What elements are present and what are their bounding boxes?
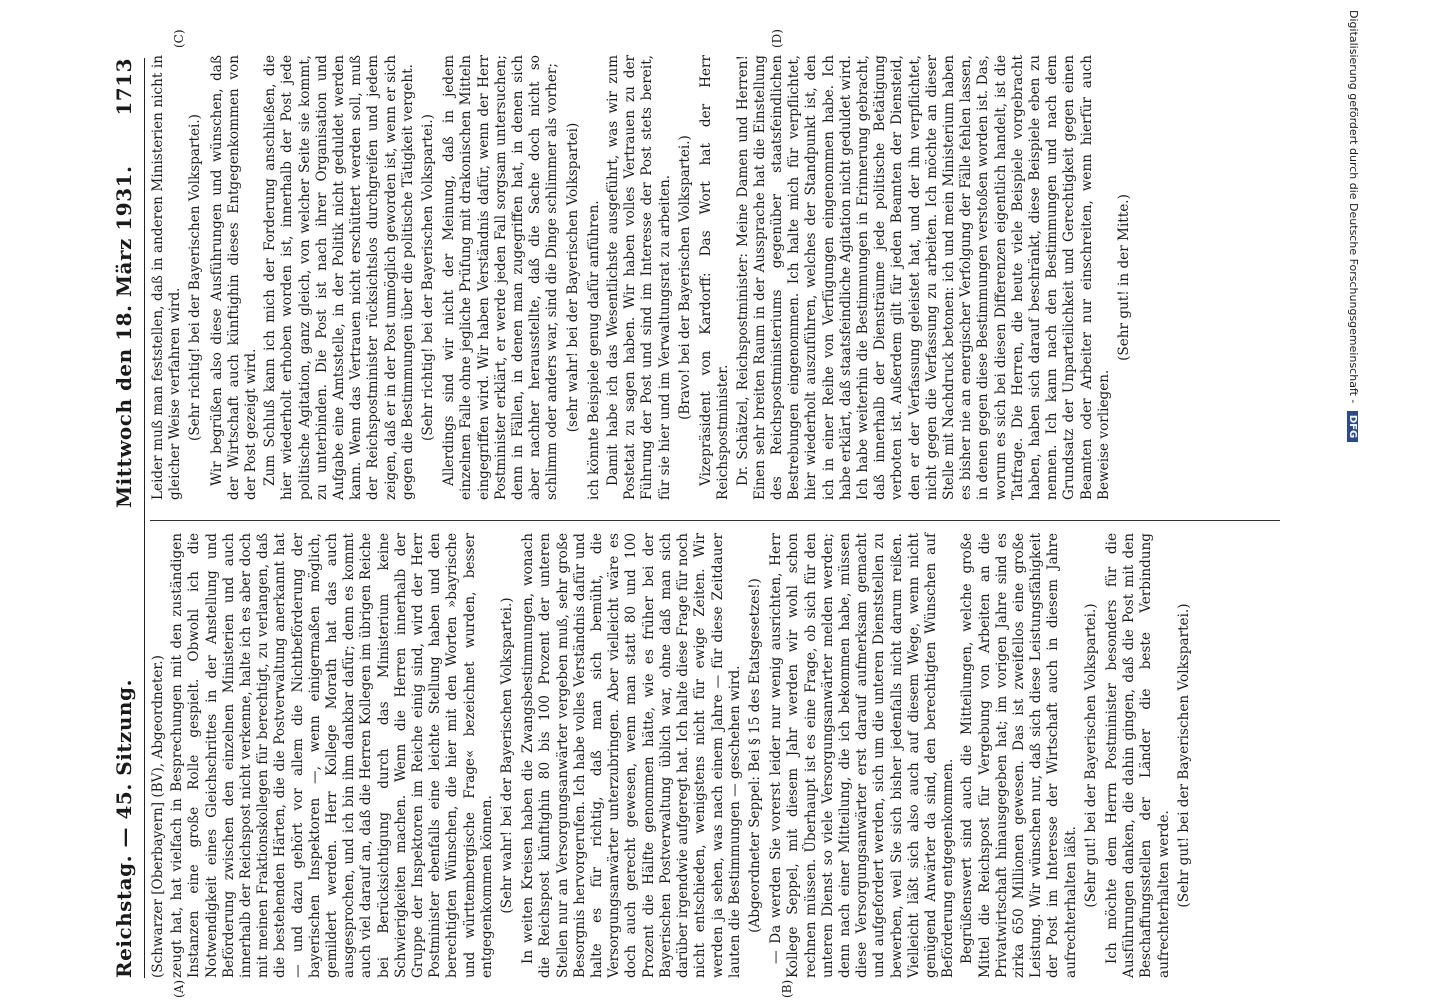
margin-mark-c: (C) bbox=[172, 29, 186, 48]
page-number: 1713 bbox=[112, 58, 136, 116]
page-header bbox=[108, 58, 142, 978]
header-rule bbox=[144, 58, 145, 978]
digitization-note bbox=[1347, 10, 1360, 990]
margin-mark-a: (A) bbox=[172, 979, 186, 998]
left-paragraph: (Schwarzer [Oberbayern] (BV), Abgeordneter.) bbox=[150, 655, 166, 978]
dfg-logo: DFG bbox=[1347, 411, 1358, 442]
right-paragraph: Vizepräsident von Kardorff: Das Wort hat der Herr Reichspostminister. bbox=[698, 55, 732, 500]
digitization-note-text: Digitalisierung gefördert durch die Deutsche Forschungsgemeinschaft - bbox=[1347, 10, 1360, 404]
header-date: Mittwoch den 18. März 1931. bbox=[112, 165, 136, 508]
left-paragraph: — Da werden Sie vorerst leider nur wenig ausrichten, Herr Kollege Seppel, mit diesem Jahr werden wir wohl schon rechnen müssen. Überhaupt ist es eine Frage, ob sich für den unteren Dienst so viele Versorgungsanwärter melden werden; denn nach einer Mitteilung, die ich bekommen habe, müssen diese Versorgungsanwärter erst darauf aufmerksam gemacht und aufgefordert werden, sich um die unteren Dienststellen zu bewerben, weil Sie sich bisher jedenfalls nicht darum reißen. Vielleicht läßt sich also auch auf diesem Wege, wenn nicht genügend Anwärter da sind, den berechtigten Wünschen auf Beförderung entgegenkommen. bbox=[768, 533, 957, 978]
left-paragraph: Ich möchte dem Herrn Postminister besonders für die Ausführungen danken, die dahin gingen, daß die Post mit den Beschaffungsstellen der Länder die beste Verbindung aufrechterhalten werde. bbox=[1103, 533, 1172, 978]
margin-mark-b: (B) bbox=[780, 979, 794, 998]
right-paragraph: Dr. Schätzel, Reichspostminister: Meine Damen und Herren! Einen sehr breiten Raum in der Aussprache hat die Einstellung des Reichspostministeriums gegenüber staatsfeindlichen Bestrebungen eingenommen. Ich halte mich für verpflichtet, hier wiederholt auszuführen, welches der Standpunkt ist, den ich in einer Reihe von Verfügungen eingenommen habe. Ich habe erklärt, daß staatsfeindliche Agitation nicht geduldet wird. Ich habe weiterhin die Bestimmungen in Erinnerung gebracht, daß innerhalb der Diensträume jede politische Betätigung verboten ist. Außerdem gilt für jeden Beamten der Diensteid, den er der Verfassung geleistet hat, und der ihn verpflichtet, nicht gegen die Verfassung zu arbeiten. Ich möchte an dieser Stelle mit Nachdruck betonen: ich und mein Ministerium haben es bisher nie an energischer Verfolgung der Fälle fehlen lassen, in denen gegen diese Bestimmungen verstoßen worden ist. Das, worum es sich bei diesen Differenzen eigentlich handelt, ist die Tatfrage. Die Herren, die heute viele Beispiele vorgebracht haben, haben sich darauf beschränkt, diese Beispiele eben zu nennen. Ich kann nach den Bestimmungen und nach dem Grundsatz der Unparteilichkeit und Gerechtigkeit gegen einen Beamten oder Arbeiter nur einschreiten, wenn hierfür auch Beweise vorliegen. bbox=[734, 55, 1112, 500]
right-interjection: (sehr wahr! bei der Bayerischen Volkspartei) bbox=[564, 122, 581, 433]
right-interjection: (Sehr gut! in der Mitte.) bbox=[1115, 194, 1132, 361]
column-rule bbox=[150, 520, 1280, 521]
left-interjection: (Sehr wahr! bei der Bayerischen Volkspartei.) bbox=[499, 597, 516, 914]
left-interjection: (Sehr gut! bei der Bayerischen Volkspartei.) bbox=[1175, 603, 1192, 908]
right-column bbox=[150, 55, 1360, 500]
right-paragraph: ich könnte Beispiele genug dafür anführen. bbox=[585, 200, 602, 500]
right-paragraph: Leider muß man feststellen, daß in anderen Ministerien nicht in gleicher Weise verfahren wird. bbox=[150, 55, 184, 500]
header-session: Reichstag. — 45. Sitzung. bbox=[112, 679, 136, 978]
right-interjection: (Sehr richtig! bei der Bayerischen Volkspartei.) bbox=[187, 114, 204, 441]
left-column bbox=[150, 533, 1360, 978]
right-paragraph: Damit habe ich das Wesentlichste ausgeführt, was wir zum Postetat zu sagen haben. Wir haben volles Vertrauen zu der Führung der Post und sind im Interesse der Post stets bereit, für sie hier und im Verwaltungsrat zu arbeiten. bbox=[605, 55, 673, 500]
right-interjection: (Bravo! bei der Bayerischen Volkspartei.) bbox=[676, 135, 693, 420]
left-paragraph: zeugt hat, hat vielfach in Besprechungen mit den zuständigen Instanzen eine große Rolle gespielt. Obwohl ich die Notwendigkeit eines Gleichschrittes in der Anstellung und Beförderung zwischen den einzelnen Ministerien und auch innerhalb der Reichspost nicht verkenne, halte ich es aber doch mit meinen Fraktionskollegen für berechtigt, zu verlangen, daß die bestehenden Härten, die die Postverwaltung anerkannt hat — und dazu gehört vor allem die Nichtbeförderung der bayerischen Inspektoren —, wenn einigermaßen möglich, gemildert werden. Herr Kollege Morath hat das auch ausgesprochen, und ich bin ihm dankbar dafür; denn es kommt auch viel darauf an, daß die Herren Kollegen im übrigen Reiche bei Berücksichtigung durch das Ministerium keine Schwierigkeiten machen. Wenn die Herren innerhalb der Gruppe der Inspektoren im Reiche einig sind, wird der Herr Postminister ebenfalls eine leichte Stellung haben und den berechtigten Wünschen, die hier mit den Worten »bayrische und württembergische Frage« bezeichnet wurden, besser entgegenkommen können. bbox=[169, 533, 495, 978]
margin-mark-d: (D) bbox=[770, 29, 784, 48]
left-interjection: (Abgeordneter Seppel: Bei § 15 des Etatsgesetzes!) bbox=[746, 578, 763, 933]
right-interjection: (Sehr richtig! bei der Bayerischen Volkspartei.) bbox=[420, 114, 437, 441]
left-paragraph: Begrüßenswert sind auch die Mitteilungen, welche große Mittel die Reichspost für Vergebung von Arbeiten an die Privatwirtschaft hinausgegeben hat; im vorigen Jahre sind es zirka 650 Millionen gewesen. Das ist zweifellos eine große Leistung. Wir wünschen nur, daß sich diese Leistungsfähigkeit der Post im Interesse der Wirtschaft auch in diesem Jahre aufrechterhalten läßt. bbox=[959, 533, 1079, 978]
right-paragraph: Allerdings sind wir nicht der Meinung, daß in jedem einzelnen Falle ohne jegliche Prüfung mit drakonischen Mitteln eingegriffen wird. Wir haben Verständnis dafür, wenn der Herr Postminister erklärt, er werde jeden Fall sorgsam untersuchen; denn in Fällen, in denen man zugegriffen hat, in denen sich aber nachher herausstellte, daß die Sache doch nicht so schlimm oder anders war, sind die Dinge schlimmer als vorher; bbox=[441, 55, 561, 500]
left-paragraph: In weiten Kreisen haben die Zwangsbestimmungen, wonach die Reichspost künftighin 80 bis 100 Prozent der unteren Stellen nur an Versorgungsanwärter vergeben muß, sehr große Besorgnis hervorgerufen. Ich habe volles Verständnis dafür und halte es für richtig, daß man sich bemüht, die Versorgungsanwärter unterzubringen. Aber vielleicht wäre es doch auch gerecht gewesen, wenn man statt 80 und 100 Prozent die Hälfte genommen hätte, wie es früher bei der Bayerischen Postverwaltung üblich war, ohne daß man sich darüber irgendwie aufgeregt hat. Ich halte diese Frage für noch nicht entschieden, wenigstens nicht für ewige Zeiten. Wir werden ja sehen, was nach einem Jahre — für diese Zeitdauer lauten die Bestimmungen — geschehen wird. bbox=[520, 533, 743, 978]
left-interjection: (Sehr gut! bei der Bayerischen Volkspartei.) bbox=[1082, 603, 1099, 908]
right-paragraph: Zum Schluß kann ich mich der Forderung anschließen, die hier wiederholt erhoben worden ist, innerhalb der Post jede politische Agitation, ganz gleich, von welcher Seite sie kommt, zu unterbinden. Die Post ist nach ihrer Organisation und Aufgabe eine Amtsstelle, in der Politik nicht geduldet werden kann. Wenn das Vertrauen nicht erschüttert werden soll, muß der Reichspostminister rücksichtslos durchgreifen und jedem zeigen, daß er in der Post unmöglich geworden ist, wenn er sich gegen die Bestimmungen über die politische Tätigkeit vergeht. bbox=[262, 55, 416, 500]
document-page bbox=[80, 0, 1380, 1000]
right-paragraph: Wir begrüßen also diese Ausführungen und wünschen, daß der Wirtschaft auch künftighin dieses Entgegenkommen von der Post gezeigt wird. bbox=[208, 55, 260, 500]
